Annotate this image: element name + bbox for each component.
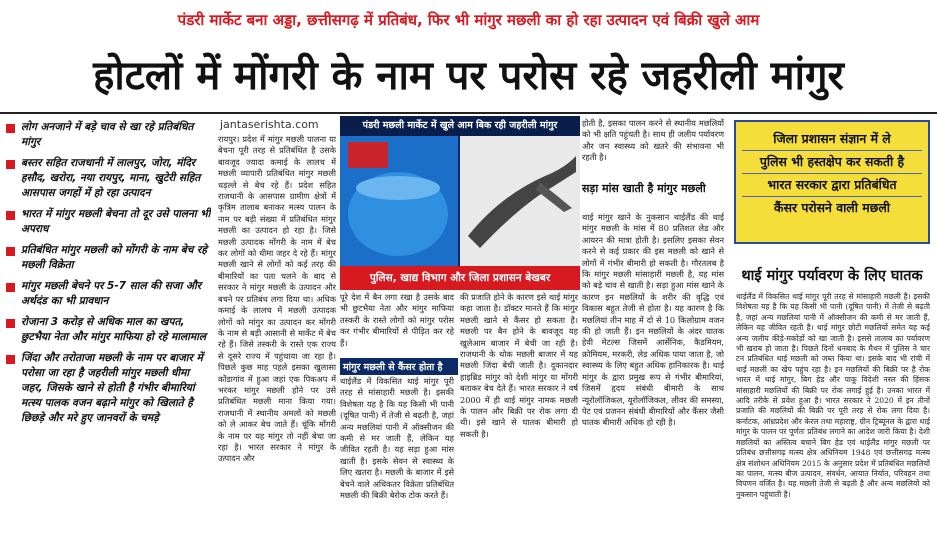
article-column-2a: पूरे देश में बैन लगा रखा है उसके बाद भी छुटभैया नेता और मांगुर माफिया तस्करी के रास्ते लोगों को मांगुर परोस कर गंभीर बीमारियों से पीड़ित कर रहे हैं। — [340, 292, 454, 348]
bullet-square-icon — [6, 160, 15, 169]
right-article-heading: थाई मांगुर पर्यावरण के लिए घातक — [741, 268, 923, 284]
bullet-square-icon — [6, 355, 15, 364]
photo-caption: पंडरी मछली मार्केट में खुले आम बिक रही जहरीली मांगुर — [340, 116, 580, 136]
article-column-3: की प्रजाति होने के कारण इसे थाई मांगुर कहा जाता है। डॉक्टर मानते हैं कि मांगुर मछली खाने से कैंसर हो सकता है। मछली पर बैन होने के बावजूद यह खुलेआम बाजार में बेची जा रही है। राजधानी के थोक मछली बाजार में यह मछली जिंदा बेची जाती है। दुकानदार हाइब्रिड मांगुर को देशी मांगुर या मोंगरी बताकर बेच देते हैं। भारत सरकार ने वर्ष 2000 में ही थाई मांगुर नामक मछली के पालन और बिक्री पर रोक लगा दी थी। इसे खाने से घातक बीमारी हो सकती है। — [460, 292, 578, 439]
subheading-rotten-meat: सड़ा मांस खाती है मांगुर मछली — [582, 182, 706, 195]
list-item: बस्तर सहित राजधानी में लालपुर, जोरा, मंदिर हसौद, खरोरा, नया रायपुर, माना, खुटेरी सहित आसपास जगहों में हो रहा उत्पादन — [6, 156, 211, 201]
article-column-1: रायपुर। प्रदेश में मांगुर मछली पालना या बेचना पूरी तरह से प्रतिबंधित है उसके बावजूद ज्यादा कमाई के लालच में मछली व्यापारी प्रतिबंधित मांगुर मछली धड़ल्ले से बेच रहे हैं। प्रदेश सहित राजधानी के आसपास ग्रामीण क्षेत्रों में कृत्रिम तालाब बनाकर मत्स्य पालन के नाम पर बड़ी संख्या में प्रतिबंधित मांगुर मछली का उत्पादन हो रहा है। जिसे मछली उत्पादक मोंगरी के नाम में बेच कर लोगों को धीमा जहर दे रहे हैं। मांगुर मछली खाने से लोगों को कई तरह की बीमारियों का पता चलने के बाद से सरकार ने मांगुर मछली के उत्पादन और बचने पर प्रतिबंध लगा दिया था। अधिक कमाई के लालच में मछली उत्पादक लोगों को मांगुर का उत्पादन कर मोंगरी के नाम से बड़ी आसानी से मार्केट में बेच रहे हैं। जिसे तस्करी के रास्ते एक राज्य से दूसरे राज्य में पहुंचाया जा रहा है। पिछले कुछ माह पहले इसका खुलासा कोंडागांव में हुआ जहां एक पिकअप में भरकर मांगुर मछली होने पर उसे प्रतिबंधित मछली माना किया गया। राजधानी में स्थानीय अमलों को मछली को ले आकर बेच जाते हैं। चूंकि मोंगरी के नाम पर यह मांगुर तो नहीं बेचा जा रहा है। भारत सरकार ने मांगुर के उत्पादन और — [218, 134, 336, 464]
subheading-cancer: मांगुर मछली से कैंसर होता है — [340, 358, 458, 375]
callout-line: कैंसर परोसने वाली मछली — [774, 200, 890, 215]
bullet-square-icon — [6, 211, 15, 220]
right-article-body: थाईलैंड में विकसित थाई मांगुर पूरी तरह से मांसाहारी मछली है। इसकी विशेषता यह है कि यह किसी भी पानी (दूषित पानी) में तेजी से बढ़ती है, जहां अन्य मछलियां पानी में ऑक्सीजन की कमी से मर जाती हैं, लेकिन यह जीवित रहती है। थाई मांगुर छोटी मछलियों समेत यह कई अन्य जलीय कीड़े-मकोड़ों को खा जाती है। इससे तालाब का पर्यावरण भी खराब हो जाता है। पिछले दिनों धनबाद के मैथन में पुलिस ने चार टन प्रतिबंधित थाई मछली को जब्त किया था। इसके बाद भी रांची में थाई मछली का खेप पहुंच रहा है। इन मछलियों की बिक्री पर है रोक भारत में थाई मांगुर, बिग हेड और पाकू विदेशी नस्ल की हिंसक मांसाहारी मछलियों की बिक्री पर रोक लगाई हुई है। उनका भारत में आदि तरीके से प्रवेश हुआ है। भारत सरकार ने 2020 में इन तीनों प्रजाति की मछलियों की बिक्री पर पूरी तरह से रोक लगा दिया है। कर्नाटक, आंध्रप्रदेश और केरल तथा महाराष्ट्र, ग्रीन ट्रिब्यूनल के द्वारा थाई मांगुर के पालन पर पूर्णतः प्रतिबंध लगाने का आदेश जारी किया है। देशी मछलियों का अस्तित्व बचाने बिग हेड एवं थाईलैंड मांगुर मछली पर प्रतिबंध छत्तीसगढ़ मत्स्य क्षेत्र अधिनियम 1948 एवं छत्तीसगढ़ मत्स्य क्षेत्र संशोधन अधिनियम 2015 के अनुसार प्रदेश में प्रतिबंधित मछलियों का पालन, मत्स्य बीज उत्पादन, संवर्धन, आयात निर्यात, परिवहन तथा विपणन वर्जित है। यह मछली तेजी से बढ़ती है और अन्य मछलियों को नुकसान पहुंचाती है। — [736, 292, 930, 499]
bullet-square-icon — [6, 283, 15, 292]
headline: होटलों में मोंगरी के नाम पर परोस रहे जहरीली मांगुर — [93, 53, 844, 99]
bullet-square-icon — [6, 124, 15, 133]
headline-rule — [0, 112, 937, 114]
list-item: रोजाना 3 करोड़ से अधिक माल का खपत, छुटभैया नेता और मांगुर माफिया हो रहे मालामाल — [6, 315, 211, 345]
callout-box — [734, 120, 930, 244]
bullet-square-icon — [6, 319, 15, 328]
callout-line: पुलिस भी हस्तक्षेप कर सकती है — [742, 151, 922, 174]
list-item: मांगुर मछली बेचने पर 5-7 साल की सजा और अर्थदंड का भी प्रावधान — [6, 279, 211, 309]
fish-market-illustration — [340, 116, 580, 284]
bullet-square-icon — [6, 247, 15, 256]
article-column-4b: थाई मांगुर खाने के नुकसान थाईलैंड की थाई मांगुर मछली के मांस में 80 प्रतिशत लेड और आयरन की मात्रा होती है। इसलिए इसका सेवन करने से कई प्रकार की इस मछली को खाने से लोगों में गंभीर बीमारी हो सकती है। गौरतलब है कि मांगुर मछली मांसाहारी मछली है, यह मांस को बड़े चाव से खाती है। सड़ा हुआ मांस खाने के कारण इन मछलियों के शरीर की वृद्धि एवं विकास बहुत तेजी से होता है। यह कारण है कि मछलियां तीन माह में दो से 10 किलोग्राम वजन की हो जाती हैं। इन मछलियों के अंदर घातक हेवी मेटल्स जिसमें आर्सेनिक, कैडमियम, क्रोमियम, मरकरी, लेड अधिक पाया जाता है, जो स्वास्थ्य के लिए बहुत अधिक हानिकारक है। थाई मांगुर के द्वारा प्रमुख रूप से गंभीर बीमारियां, जिसमें हृदय संबंधी बीमारी के साथ न्यूरोलॉजिकल, यूरोलॉजिकल, लीवर की समस्या, पेट एवं प्रजनन संबंधी बीमारियों और कैंसर जैसी घातक बीमारी अधिक हो रही है। — [582, 212, 724, 428]
list-item: प्रतिबंधित मांगुर मछली को मोंगरी के नाम बेच रहे मछली विक्रेता — [6, 243, 211, 273]
list-item: लोग अनजाने में बड़े चाव से खा रहे प्रतिबंधित मांगुर — [6, 120, 211, 150]
top-strap: पंडरी मार्केट बना अड्डा, छत्तीसगढ़ में प्रतिबंध, फिर भी मांगुर मछली का हो रहा उत्पादन एवं बिक्री खुले आम — [0, 0, 937, 40]
highlights-list — [6, 120, 211, 530]
article-column-2b: थाईलैंड में विकसित थाई मांगुर पूरी तरह से मांसाहारी मछली है। इसकी विशेषता यह है कि यह किसी भी पानी (दूषित पानी) में तेजी से बढ़ती है, जहां अन्य मछलियां पानी में ऑक्सीजन की कमी से मर जाती हैं, लेकिन यह जीवित रहती है। यह सड़ा हुआ मांस खाती है। इसके सेवन से स्वास्थ्य के लिए खतरा है। मछली के बाजार में इसे बेचने वाले अधिकतर विक्रेता प्रतिबंधित मछली की बिक्री बेरोक टोक करते हैं। — [340, 376, 454, 501]
news-photo — [340, 116, 580, 284]
list-item: भारत में मांगुर मछली बेचना तो दूर उसे पालना भी अपराध — [6, 207, 211, 237]
article-column-4a: होती है, इसका पालन करने से स्थानीय मछलियों को भी क्षति पहुंचती है। साथ ही जलीय पर्यावरण और जन स्वास्थ्य को खतरे की संभावना भी रहती है। — [582, 118, 724, 163]
callout-line: जिला प्रशासन संज्ञान में ले — [742, 128, 922, 151]
list-item: जिंदा और तरोताजा मछली के नाम पर बाजार में परोसा जा रहा है जहरीली मांगुर मछली धीमा जहर, जिसके खाने से होती है गंभीर बीमारियां मत्स्य पालक वजन बढ़ाने मांगुर को खिलाते है छिछड़े और मरे हुए जानवरों के चमड़े — [6, 351, 211, 426]
site-credit: jantaserishta.com — [220, 118, 319, 131]
photo-band: पुलिस, खाद्य विभाग और जिला प्रशासन बेखबर — [340, 266, 580, 290]
callout-line: भारत सरकार द्वारा प्रतिबंधित — [742, 174, 922, 197]
